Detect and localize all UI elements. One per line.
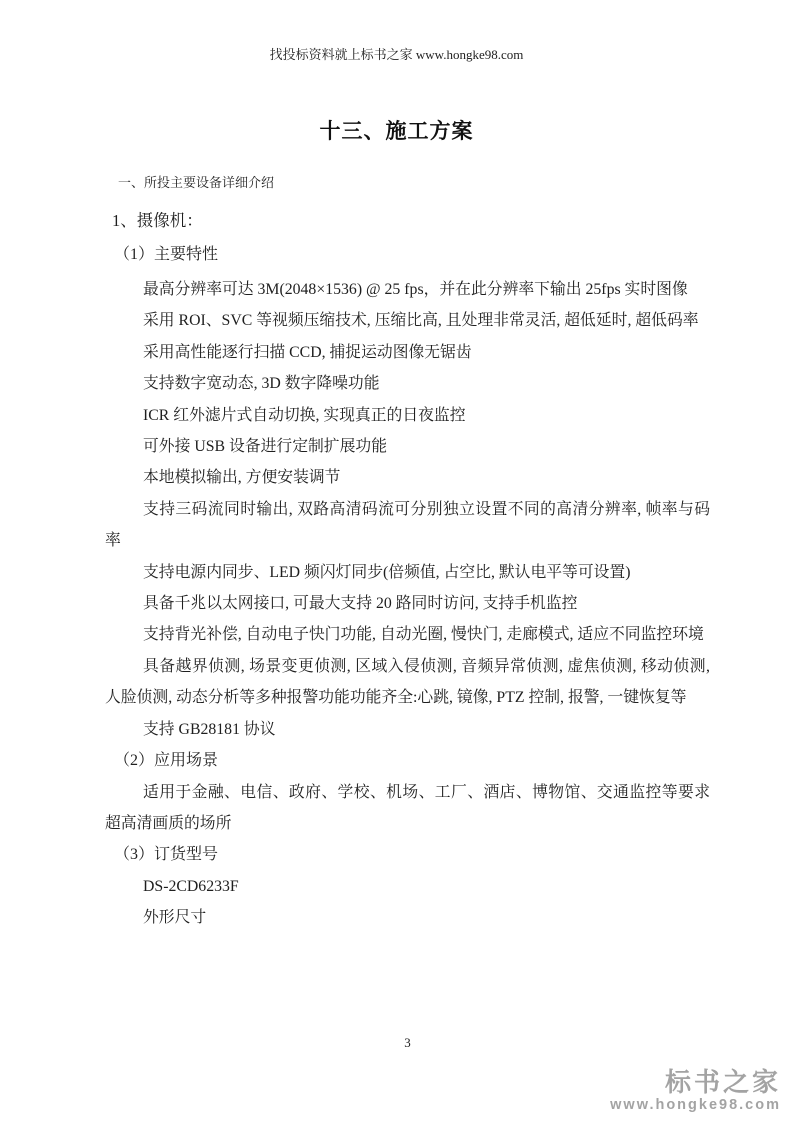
feature-paragraph: 支持 GB28181 协议 <box>143 720 276 738</box>
feature-paragraph: 支持三码流同时输出, 双路高清码流可分别独立设置不同的高清分辨率, 帧率与码率 <box>105 500 710 550</box>
sub-heading-application: （2）应用场景 <box>114 752 219 770</box>
watermark-url: www.hongke98.com <box>610 1097 781 1113</box>
feature-paragraph: 可外接 USB 设备进行定制扩展功能 <box>143 438 387 456</box>
sub-heading-order-model: （3）订货型号 <box>114 846 219 864</box>
sub-heading-main-features: （1）主要特性 <box>114 246 219 263</box>
feature-paragraph: 支持电源内同步、LED 频闪灯同步(倍频值, 占空比, 默认电平等可设置) <box>143 563 631 581</box>
feature-paragraph: 本地模拟输出, 方便安装调节 <box>143 469 341 487</box>
page-header-watermark-text: 找投标资料就上标书之家 www.hongke98.com <box>269 47 524 62</box>
feature-paragraph: 支持数字宽动态, 3D 数字降噪功能 <box>143 375 380 393</box>
feature-paragraph: 具备越界侦测, 场景变更侦测, 区域入侵侦测, 音频异常侦测, 虚焦侦测, 移动侦测, 人脸侦测, 动态分析等多种报警功能功能齐全:心跳, 镜像, PTZ 控制, 报警, 一键恢复等 <box>105 657 710 707</box>
application-paragraph: 适用于金融、电信、政府、学校、机场、工厂、酒店、博物馆、交通监控等要求超高清画质的场所 <box>105 783 710 832</box>
feature-paragraph: 具备千兆以太网接口, 可最大支持 20 路同时访问, 支持手机监控 <box>143 595 578 613</box>
feature-paragraph: 最高分辨率可达 3M(2048×1536) @ 25 fps，并在此分辨率下输出 25fps 实时图像 <box>143 281 688 298</box>
feature-paragraph: 采用高性能逐行扫描 CCD, 捕捉运动图像无锯齿 <box>143 343 472 361</box>
dimensions-label: 外形尺寸 <box>143 909 207 927</box>
page-title: 十三、施工方案 <box>319 119 474 143</box>
feature-paragraph: 采用 ROI、SVC 等视频压缩技术, 压缩比高, 且处理非常灵活, 超低延时, 超低码率 <box>143 312 699 330</box>
feature-paragraph: 支持背光补偿, 自动电子快门功能, 自动光圈, 慢快门, 走廊模式, 适应不同监控环境 <box>143 626 704 644</box>
watermark-brand-logo: 标书之家 <box>664 1067 781 1097</box>
item-heading-camera: 1、摄像机： <box>112 211 203 230</box>
feature-paragraph: ICR 红外滤片式自动切换, 实现真正的日夜监控 <box>143 406 466 424</box>
model-number: DS-2CD6233F <box>143 877 239 895</box>
page-number: 3 <box>404 1035 411 1050</box>
document-body <box>0 173 793 934</box>
section-heading: 一、所投主要设备详细介绍 <box>118 175 275 190</box>
feature-list <box>105 274 710 934</box>
site-watermark <box>610 1067 781 1114</box>
